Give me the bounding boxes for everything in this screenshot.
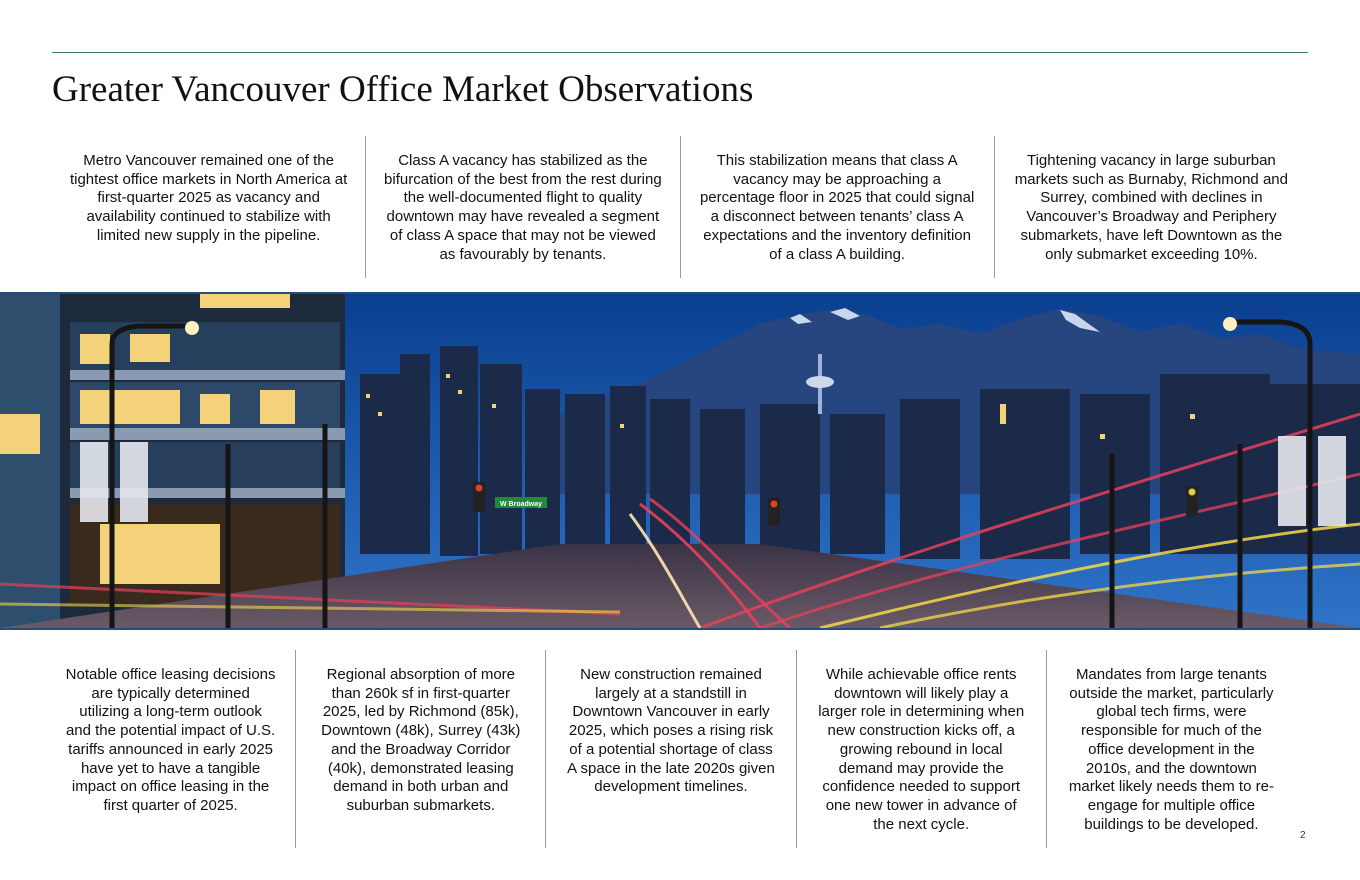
observation-column [796,650,1046,848]
bottom-observations [46,650,1296,848]
observation-column [295,650,545,848]
observation-text: Metro Vancouver remained one of the tightest office markets in North America at first-quarter 2025 as vacancy and availability continued to stabilize with limited new supply in the pipeline. [69,152,348,244]
top-divider [52,52,1308,53]
skyline-illustration [0,294,1360,628]
observation-text: Class A vacancy has stabilized as the bifurcation of the best from the rest during the well-documented flight to quality downtown may have revealed a segment of class A space that may not be viewed as favourably by tenants. [384,152,662,263]
vancouver-skyline-photo [0,292,1360,630]
street-sign [495,497,547,508]
observation-column [1046,650,1296,848]
observation-text: This stabilization means that class A vacancy may be approaching a percentage floor in 2025 that could signal a disconnect between tenants’ class A expectations and the inventory definition of a class A building. [699,152,975,263]
observation-text: Regional absorption of more than 260k sf in first-quarter 2025, led by Richmond (85k), Downtown (48k), Surrey (43k) and the Broadway Corridor (40k), demonstrated leasing demand in both urban and suburban submarkets. [321,666,521,814]
observation-text: New construction remained largely at a standstill in Downtown Vancouver in early 2025, which poses a rising risk of a potential shortage of class A space in the late 2020s given development timelines. [567,666,775,796]
observation-text: While achievable office rents downtown will likely play a larger role in determining when new construction kicks off, a growing rebound in local demand may provide the confidence needed to support one new tower in advance of the next cycle. [818,666,1025,833]
top-observations [52,136,1308,278]
observation-text: Tightening vacancy in large suburban markets such as Burnaby, Richmond and Surrey, combined with declines in Vancouver’s Broadway and Periphery submarkets, have left Downtown as the only submarket exceeding 10%. [1014,152,1288,263]
observation-column [365,136,679,278]
observation-column [994,136,1308,278]
lookout-tower-top [806,376,834,388]
observation-column [680,136,994,278]
lamp-light [1223,317,1237,331]
observation-column [545,650,795,848]
observation-text: Notable office leasing decisions are typically determined utilizing a long-term outlook and the potential impact of U.S. tariffs announced in early 2025 have yet to have a tangible impact on office leasing in the first quarter of 2025. [65,666,276,814]
lamp-light [185,321,199,335]
observation-column [52,136,365,278]
page-number: 2 [1300,830,1306,841]
page-title: Greater Vancouver Office Market Observations [52,69,754,110]
observation-column [46,650,295,848]
street-sign-text: W Broadway [499,501,543,508]
observation-text: Mandates from large tenants outside the market, particularly global tech firms, were responsible for much of the office development in the 2010s, and the downtown market likely needs them to re-engage for multiple office buildings to be developed. [1068,666,1274,833]
